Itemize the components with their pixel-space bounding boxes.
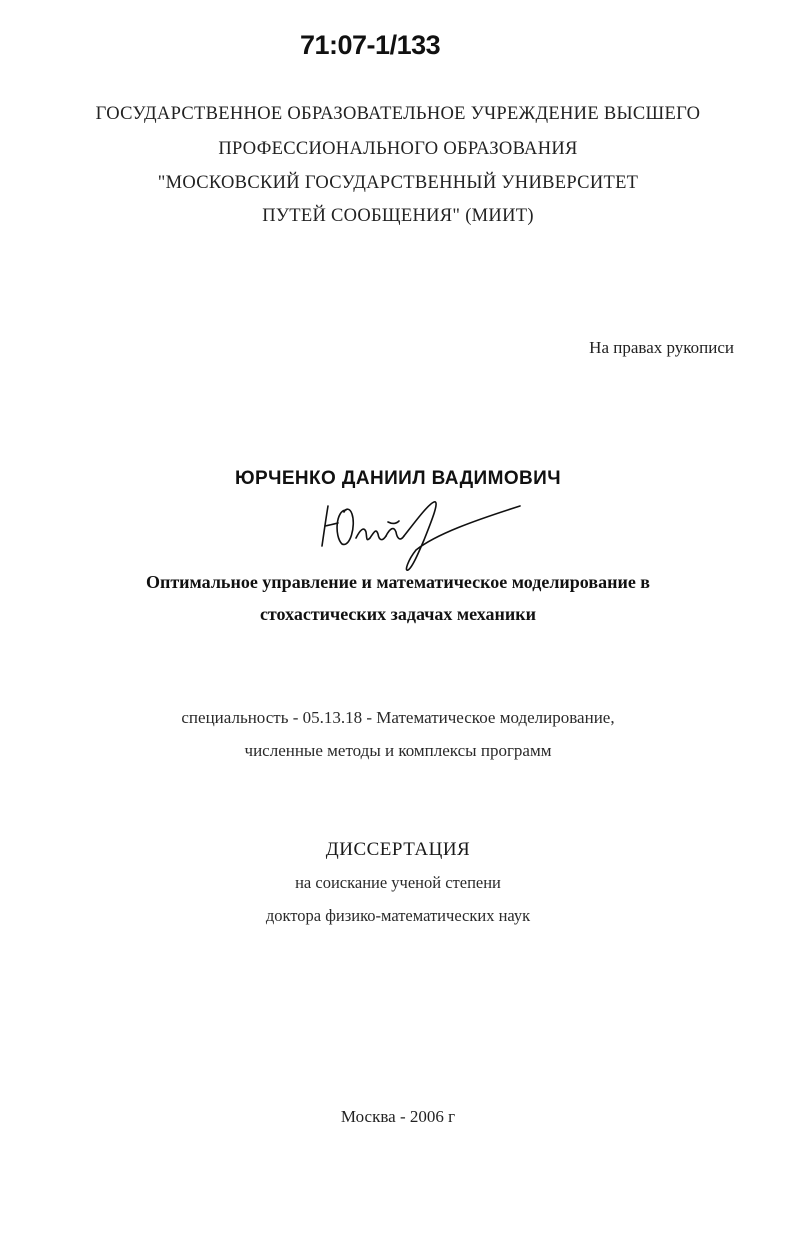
city-year: Москва - 2006 г <box>340 1107 456 1126</box>
document-type: ДИССЕРТАЦИЯ <box>325 839 471 860</box>
degree-line-2: доктора физико-математических наук <box>265 906 531 925</box>
specialty-line-1: специальность - 05.13.18 - Математическое моделирование, <box>181 708 615 727</box>
author-name: ЮРЧЕНКО ДАНИИЛ ВАДИМОВИЧ <box>235 468 561 489</box>
degree-line-1: на соискание ученой степени <box>295 873 501 892</box>
institution-line-3: "МОСКОВСКИЙ ГОСУДАРСТВЕННЫЙ УНИВЕРСИТЕТ <box>157 173 639 193</box>
archive-code: 71:07-1/133 <box>300 30 441 60</box>
institution-line-4: ПУТЕЙ СООБЩЕНИЯ" (МИИТ) <box>262 206 534 226</box>
institution-line-2: ПРОФЕССИОНАЛЬНОГО ОБРАЗОВАНИЯ <box>218 139 578 159</box>
institution-line-1: ГОСУДАРСТВЕННОЕ ОБРАЗОВАТЕЛЬНОЕ УЧРЕЖДЕНИЕ ВЫСШЕГО <box>95 104 701 124</box>
rights-note: На правах рукописи <box>589 338 734 357</box>
specialty-line-2: численные методы и комплексы программ <box>244 741 552 760</box>
title-line-2: стохастических задачах механики <box>259 604 537 624</box>
author-signature <box>316 496 526 576</box>
title-line-1: Оптимальное управление и математическое моделирование в <box>145 572 651 592</box>
